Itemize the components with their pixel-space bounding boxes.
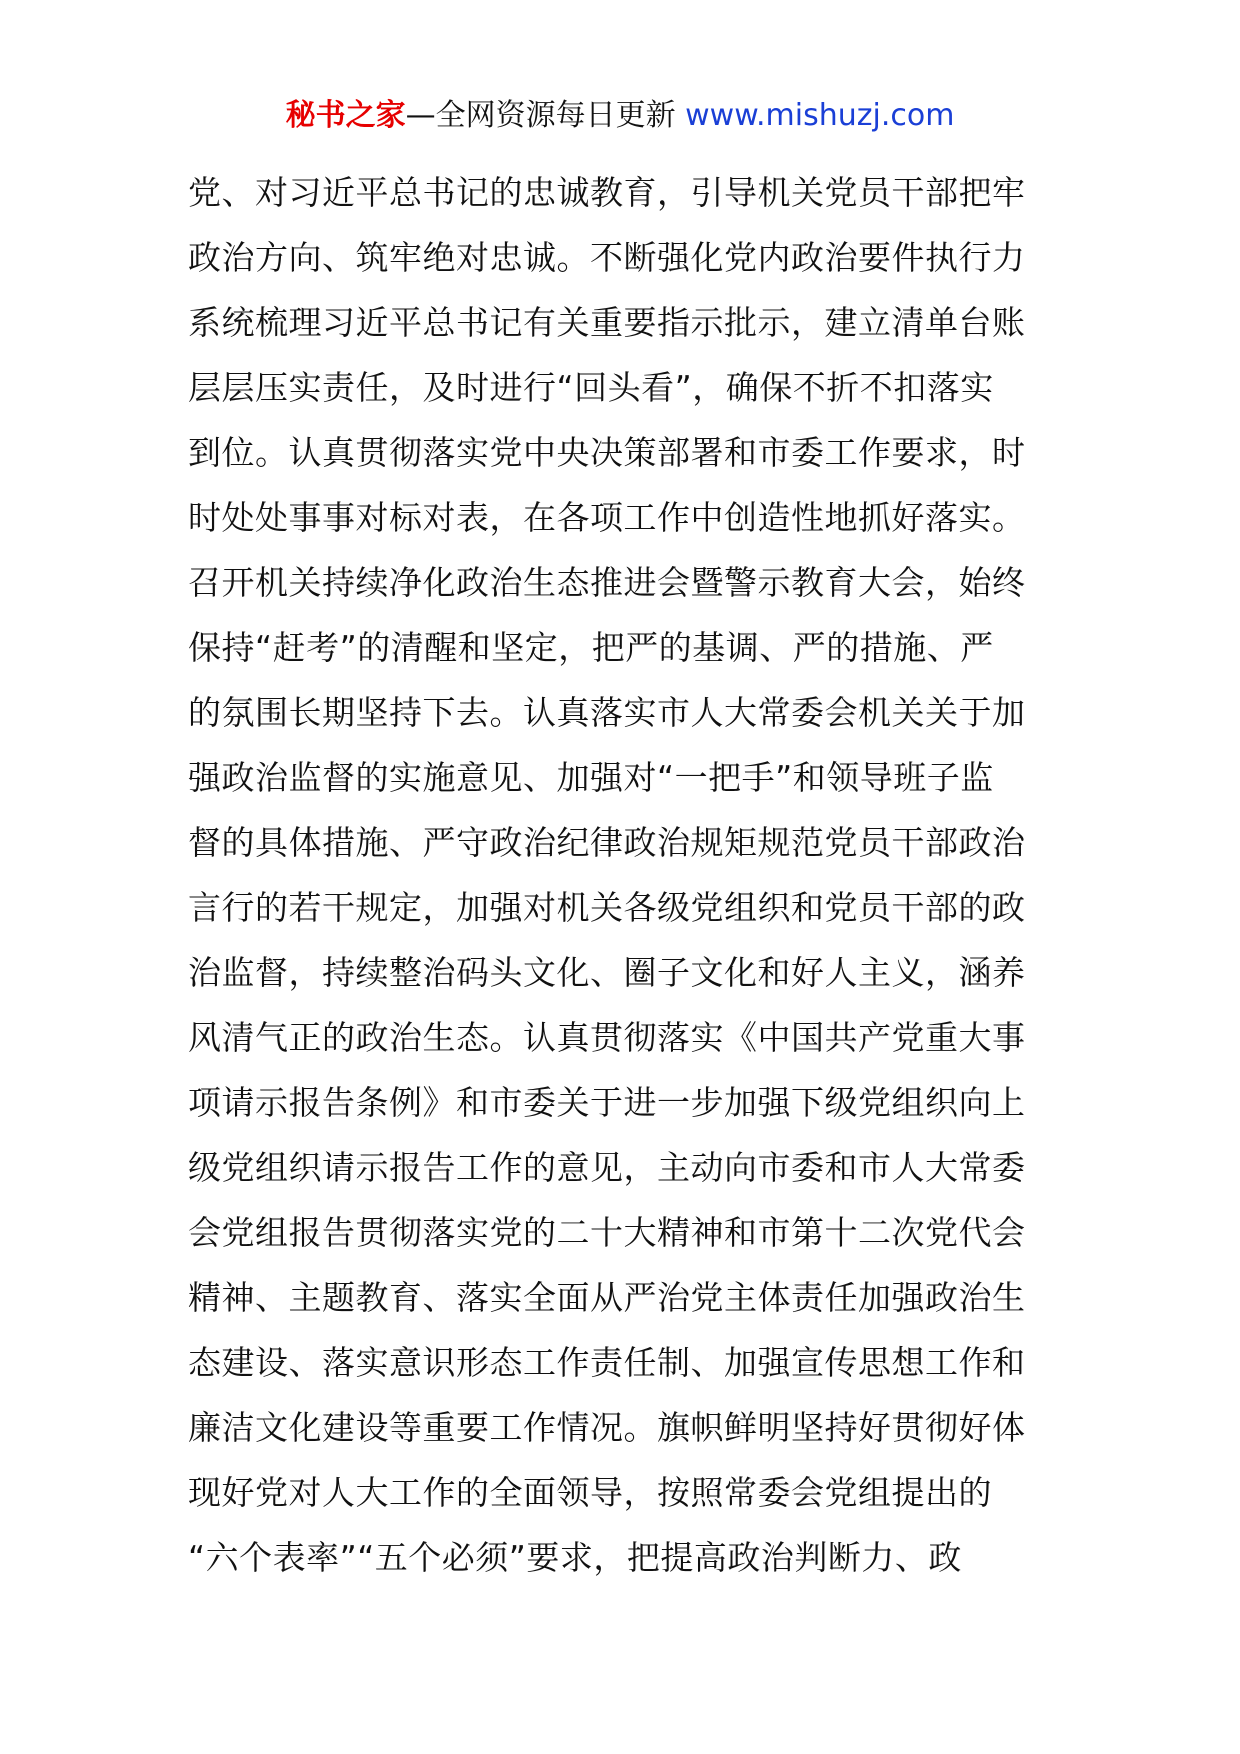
text-line: 召开机关持续净化政治生态推进会暨警示教育大会，始终 [188, 563, 1026, 602]
text-line: 会党组报告贯彻落实党的二十大精神和市第十二次党代会 [188, 1213, 1026, 1252]
text-line: 党、对习近平总书记的忠诚教育，引导机关党员干部把牢 [188, 173, 1026, 212]
brand-name: 秘书之家 [285, 98, 406, 133]
text-line: 项请示报告条例》和市委关于进一步加强下级党组织向上 [188, 1083, 1026, 1122]
text-line: 系统梳理习近平总书记有关重要指示批示，建立清单台账 [188, 303, 1026, 342]
text-line: 督的具体措施、严守政治纪律政治规矩规范党员干部政治 [188, 823, 1026, 862]
header-tagline: —全网资源每日更新 [405, 98, 686, 133]
page-header [0, 96, 1240, 136]
text-line: 治监督，持续整治码头文化、圈子文化和好人主义，涵养 [188, 953, 1026, 992]
text-line: 保持“赶考”的清醒和坚定，把严的基调、严的措施、严 [188, 628, 994, 667]
text-line: 到位。认真贯彻落实党中央决策部署和市委工作要求，时 [188, 433, 1026, 472]
text-line: 态建设、落实意识形态工作责任制、加强宣传思想工作和 [188, 1343, 1026, 1382]
text-line: 现好党对人大工作的全面领导，按照常委会党组提出的 [188, 1473, 992, 1512]
text-line: 的氛围长期坚持下去。认真落实市人大常委会机关关于加 [188, 693, 1026, 732]
text-line: “六个表率”“五个必须”要求，把提高政治判断力、政 [188, 1538, 962, 1577]
text-line: 言行的若干规定，加强对机关各级党组织和党员干部的政 [188, 888, 1026, 927]
text-line: 时处处事事对标对表，在各项工作中创造性地抓好落实。 [188, 498, 1026, 537]
text-line: 层层压实责任，及时进行“回头看”，确保不折不扣落实 [188, 368, 994, 407]
text-line: 精神、主题教育、落实全面从严治党主体责任加强政治生 [188, 1278, 1026, 1317]
site-url-link[interactable]: www.mishuzj.com [685, 98, 955, 133]
text-line: 政治方向、筑牢绝对忠诚。不断强化党内政治要件执行力 [188, 238, 1026, 277]
text-line: 风清气正的政治生态。认真贯彻落实《中国共产党重大事 [188, 1018, 1026, 1057]
document-body [188, 160, 1068, 1590]
text-line: 级党组织请示报告工作的意见，主动向市委和市人大常委 [188, 1148, 1026, 1187]
text-line: 廉洁文化建设等重要工作情况。旗帜鲜明坚持好贯彻好体 [188, 1408, 1026, 1447]
text-line: 强政治监督的实施意见、加强对“一把手”和领导班子监 [188, 758, 994, 797]
